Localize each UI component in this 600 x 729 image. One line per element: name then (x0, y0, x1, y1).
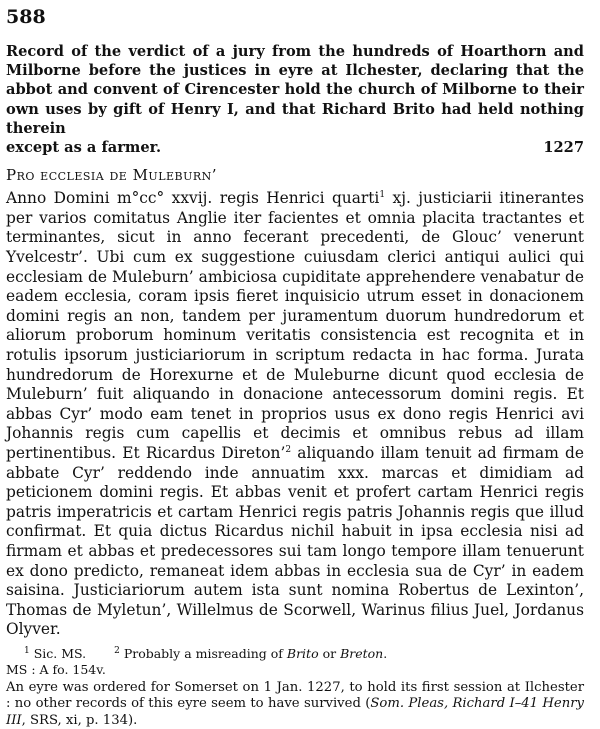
footnote-1 (24, 646, 86, 661)
provenance-citation: Som. Pleas, Richard I–41 Henry III (6, 696, 584, 728)
document-number: 588 (6, 6, 46, 28)
latin-body-text (6, 189, 584, 640)
footnote-ref-1: 1 (379, 190, 386, 201)
footnote-2-end: . (383, 645, 388, 661)
summary-last-words: except as a farmer. (6, 139, 162, 157)
provenance-post: , SRS, xi, p. 134). (21, 712, 138, 728)
summary-last-line (6, 138, 584, 157)
footnote-2-mark: 2 (114, 645, 120, 656)
summary-text: Record of the verdict of a jury from the hundreds of Hoarthorn and Milborne before the justices in eyre at Ilchester, declaring that the abbot and convent of Cirencester hold the church of Milborne to their own uses by gift of Henry I, and that Richard Brito had held nothing therein (6, 43, 584, 137)
footnote-2-pre: Probably a misreading of (119, 645, 287, 661)
footnote-1-mark: 1 (24, 645, 30, 656)
footnote-2-or: or (318, 645, 341, 661)
provenance-pre: An eyre was ordered for Somerset on 1 Jan. 1227, to hold its first session at Ilchester : no other records of this eyre seem to have survived ( (6, 679, 584, 712)
footnote-2 (114, 646, 387, 661)
footnote-2-word-1: Brito (286, 645, 319, 661)
footnote-line (6, 646, 584, 662)
manuscript-reference: MS : A fo. 154v. (6, 661, 106, 677)
footnote-2-word-2: Breton (340, 645, 384, 661)
provenance-note (6, 680, 584, 729)
footnote-1-text: Sic. MS. (29, 645, 87, 661)
section-heading: Pro ecclesia de Muleburn’ (6, 166, 218, 185)
footnotes (6, 646, 584, 678)
body-part-3: aliquando illam tenuit ad firmam de abbate Cyr’ reddendo inde annuatim xxx. marcas et dimidiam ad peticionem domini regis. Et abbas venit et profert cartam Henrici regis patris imperatricis et cartam Henrici regis patris Johannis regis que illud confirmat. Et quia dictus Ricardus nichil habuit in ipsa ecclesia nisi ad firmam et abbas et predecessores sui tam longo tempore illam tenuerunt ex dono predicto, remaneat idem abbas in ecclesia sua de Cyr’ in eadem saisina. Justiciariorum autem ista sunt nomina Robertus de Lexinton’, Thomas de Myletun’, Willelmus de Scorwell, Warinus filius Juel, Jordanus Olyver. (6, 443, 584, 639)
body-part-2: xj. justiciarii itinerantes per varios comitatus Anglie iter facientes et omnia placita tractantes et terminantes, sicut in anno fecerant precedenti, de Glouc’ venerunt Yvelcestr’. Ubi cum ex suggestione cuiusdam clerici antiqui aulici qui ecclesiam de Muleburn’ ambiciosa cupiditate apprehendere venabatur de eadem ecclesia, coram ipsis fieret inquisicio utrum esset in donacionem domini regis an non, tandem per juramentum duorum hundredorum et aliorum proborum hominum veritatis consistencia est recognita et in rotulis ipsorum justiciariorum in scriptum redacta in hac forma. Jurata hundredorum de Horexurne et de Muleburne dicunt quod ecclesia de Muleburn’ fuit aliquando in donacione antecessorum domini regis. Et abbas Cyr’ modo eam tenet in proprios usus ex dono regis Henrici avi Johannis regis cum capellis et decimis et omnibus rebus ad illam pertinentibus. Et Ricardus Direton’ (6, 189, 584, 462)
summary-year: 1227 (543, 139, 584, 157)
summary-paragraph (6, 42, 584, 157)
footnote-ref-2: 2 (285, 444, 292, 455)
body-part-1: Anno Domini m°cc° xxvij. regis Henrici quarti (6, 189, 380, 208)
